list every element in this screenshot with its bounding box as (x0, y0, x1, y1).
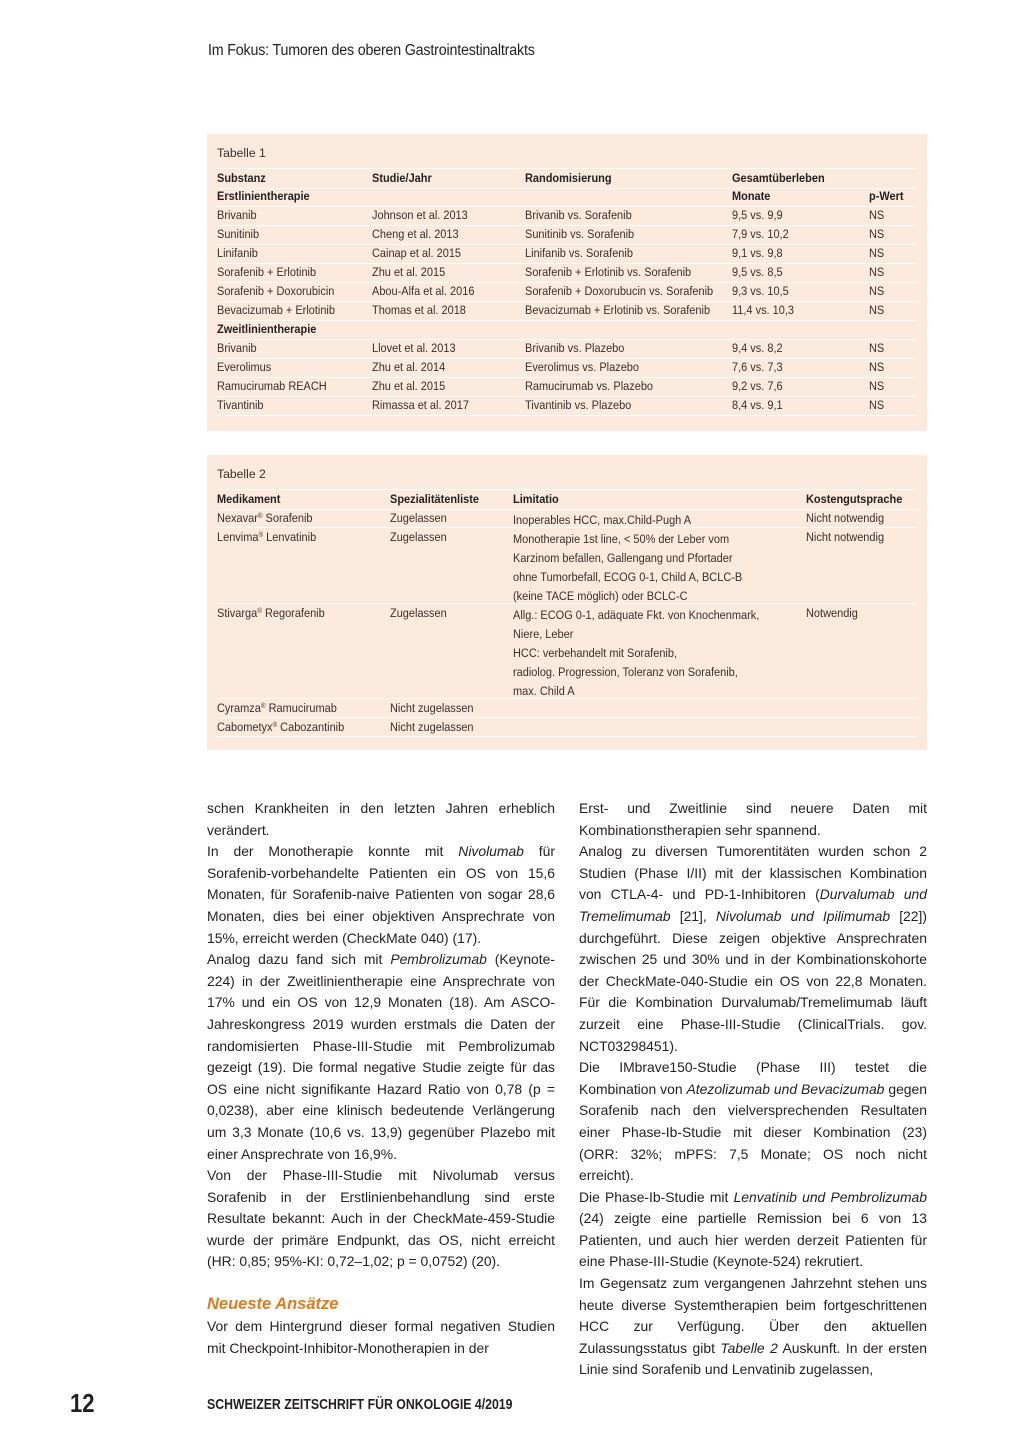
table-cell: 9,1 vs. 9,8 (732, 246, 783, 260)
table-cell: Rimassa et al. 2017 (372, 398, 469, 412)
table-cell: 7,6 vs. 7,3 (732, 360, 783, 374)
limitatio-line: max. Child A (513, 684, 575, 698)
table-cell: Bevacizumab + Erlotinib (217, 303, 335, 317)
table-cell: Cainap et al. 2015 (372, 246, 462, 260)
table-cell: NS (869, 284, 885, 298)
table-cell: Zhu et al. 2015 (372, 379, 446, 393)
table-row (217, 527, 917, 604)
table-row (217, 396, 917, 416)
table-cell: 7,9 vs. 10,2 (732, 227, 789, 241)
table-row (217, 717, 917, 737)
table-row (217, 508, 917, 528)
table-cell: Brivanib (217, 208, 257, 222)
drug-cell: Cabometyx® Cabozantinib (217, 720, 345, 734)
table-cell: Johnson et al. 2013 (372, 208, 468, 222)
drug-cell: Lenvima® Lenvatinib (217, 530, 317, 544)
table-caption: Tabelle 2 (217, 467, 266, 481)
table-row (217, 339, 917, 359)
table-cell: Brivanib (217, 341, 257, 355)
table-cell: NS (869, 360, 885, 374)
table-row (217, 244, 917, 264)
drug-name: Pembrolizumab (390, 951, 487, 968)
table-row (217, 206, 917, 226)
table-cell: Everolimus vs. Plazebo (525, 360, 640, 374)
limitatio-line: HCC: verbehandelt mit Sorafenib, (513, 646, 678, 660)
paragraph: Vor dem Hintergrund dieser formal negativen Studien mit Checkpoint-Inhibitor-Monotherapien in der (207, 1318, 555, 1356)
list-status-cell: Zugelassen (390, 606, 447, 620)
table-cell: Sorafenib + Erlotinib (217, 265, 317, 279)
table-cell: 8,4 vs. 9,1 (732, 398, 783, 412)
table-cell: NS (869, 246, 885, 260)
col-header-spezialitaetenliste: Spezialitätenliste (390, 492, 480, 506)
table-section-row (217, 320, 917, 340)
table-cell: NS (869, 208, 885, 222)
table-caption: Tabelle 1 (217, 146, 266, 160)
section-label-first-line: Erstlinientherapie (217, 189, 310, 203)
table-cell: Zhu et al. 2014 (372, 360, 446, 374)
col-header-monate: Monate (732, 189, 771, 203)
paragraph: Von der Phase-III-Studie mit Nivolumab versus Sorafenib in der Erstlinienbehandlung sind erste Resultate bekannt: Auch in der CheckMate-459-Studie wurde der primäre Endpunkt, das OS, nicht erreicht (HR: 0,85; 95%-KI: 0,72–1,02; p = 0,0752) (20). (207, 1167, 555, 1270)
table-cell: Zhu et al. 2015 (372, 265, 446, 279)
table-cell: 9,5 vs. 9,9 (732, 208, 783, 222)
table-header-row (217, 489, 917, 510)
limitatio-line: (keine TACE möglich) oder BCLC-C (513, 589, 688, 603)
cost-cell: Nicht notwendig (806, 530, 885, 544)
paragraph: Analog dazu fand sich mit Pembrolizumab (Keynote-224) in der Zweitlinientherapie eine Ansprechrate von 17% und ein OS von 12,9 Monaten (18). Am ASCO-Jahreskongress 2019 wurden erstmals die Daten der randomisierten Phase-III-Studie mit Pembrolizumab gezeigt (19). Die formal negative Studie zeigte für das OS eine nicht signifikante Hazard Ratio von 0,78 (p = 0,0238), aber eine klinisch bedeutende Verlängerung um 3,3 Monate (10,6 vs. 13,9) gegenüber Plazebo mit einer Ansprechrate von 16,9%. (207, 951, 555, 1162)
list-status-cell: Nicht zugelassen (390, 701, 474, 715)
section-heading: Neueste Ansätze (207, 1295, 339, 1314)
text-column-left (207, 798, 555, 1359)
limitatio-line: ohne Tumorbefall, ECOG 0-1, Child A, BCLC-B (513, 570, 743, 584)
table-cell: Sunitinib vs. Sorafenib (525, 227, 635, 241)
table-cell: Linifanib vs. Sorafenib (525, 246, 633, 260)
table-row (217, 698, 917, 718)
table-2 (207, 455, 927, 750)
paragraph: schen Krankheiten in den letzten Jahren erheblich verändert. (207, 800, 555, 838)
limitatio-line: Monotherapie 1st line, < 50% der Leber vom (513, 532, 730, 546)
col-header-studie: Studie/Jahr (372, 171, 432, 185)
limitatio-line: Karzinom befallen, Gallengang und Pfortader (513, 551, 733, 565)
col-header-p-wert: p-Wert (869, 189, 904, 203)
limitatio-line: Allg.: ECOG 0-1, adäquate Fkt. von Knochenmark, (513, 608, 760, 622)
table-cell: NS (869, 227, 885, 241)
paragraph: Erst- und Zweitlinie sind neuere Daten mit Kombinationstherapien sehr spannend. (579, 800, 927, 838)
paragraph: Die Phase-Ib-Studie mit Lenvatinib und Pembrolizumab (24) zeigte eine partielle Remission bei 6 von 13 Patienten, und auch hier werden derzeit Patienten für eine Phase-III-Studie (Keynote-524) rekrutiert. (579, 1188, 927, 1270)
text-column-right (579, 798, 927, 1381)
table-cell: Tivantinib (217, 398, 264, 412)
table-cell: Brivanib vs. Plazebo (525, 341, 625, 355)
table-row (217, 603, 917, 699)
table-cell: Bevacizumab + Erlotinib vs. Sorafenib (525, 303, 711, 317)
table-cell: Tivantinib vs. Plazebo (525, 398, 632, 412)
table-cell: NS (869, 379, 885, 393)
table-cell: NS (869, 265, 885, 279)
limitatio-line: radiolog. Progression, Toleranz von Sorafenib, (513, 665, 738, 679)
cost-cell: Nicht notwendig (806, 511, 885, 525)
drug-cell: Stivarga® Regorafenib (217, 606, 325, 620)
col-header-limitatio: Limitatio (513, 492, 559, 506)
table-row (217, 358, 917, 378)
col-header-kostengutsprache: Kostengutsprache (806, 492, 903, 506)
table-cell: Brivanib vs. Sorafenib (525, 208, 632, 222)
page-number: 12 (70, 1388, 95, 1418)
cost-cell: Notwendig (806, 606, 858, 620)
table-cell: 9,5 vs. 8,5 (732, 265, 783, 279)
paragraph: Analog zu diversen Tumorentitäten wurden schon 2 Studien (Phase I/II) mit der klassischen Kombination von CTLA-4- und PD-1-Inhibitoren (Durvalumab und Tremelimumab [21], Nivolumab und Ipilimumab [22]) durchgeführt. Diese zeigen objektive Ansprechraten zwischen 25 und 30% und in der Kombinationskohorte der CheckMate-040-Studie ein OS von 22,8 Monaten. Für die Kombination Durvalumab/Tremelimumab läuft zurzeit eine Phase-III-Studie (ClinicalTrials. gov. NCT03298451). (579, 843, 928, 1054)
paragraph: Die IMbrave150-Studie (Phase III) testet die Kombination von Atezolizumab und Bevacizumab gegen Sorafenib nach den vielversprechenden Resultaten einer Phase-Ib-Studie mit dieser Kombination (23) (ORR: 32%; mPFS: 7,5 Monate; OS noch nicht erreicht). (579, 1059, 927, 1184)
table-cell: Abou-Alfa et al. 2016 (372, 284, 475, 298)
table-cell: Sorafenib + Doxorubucin vs. Sorafenib (525, 284, 714, 298)
table-1 (207, 134, 927, 431)
col-header-randomisierung: Randomisierung (525, 171, 612, 185)
table-cell: 9,4 vs. 8,2 (732, 341, 783, 355)
limitatio-line: Inoperables HCC, max.Child-Pugh A (513, 513, 692, 527)
table-row (217, 301, 917, 321)
table-cell: Sorafenib + Erlotinib vs. Sorafenib (525, 265, 692, 279)
table-cell: Thomas et al. 2018 (372, 303, 466, 317)
list-status-cell: Nicht zugelassen (390, 720, 474, 734)
limitatio-line: Niere, Leber (513, 627, 574, 641)
section-label-second-line: Zweitlinientherapie (217, 322, 317, 336)
table-cell: Llovet et al. 2013 (372, 341, 456, 355)
table-row (217, 282, 917, 302)
table-cell: NS (869, 398, 885, 412)
drug-name: Nivolumab (458, 843, 524, 860)
table-cell: 11,4 vs. 10,3 (732, 303, 795, 317)
table-cell: Sunitinib (217, 227, 260, 241)
table-header-row (217, 168, 917, 189)
paragraph: Im Gegensatz zum vergangenen Jahrzehnt stehen uns heute diverse Systemtherapien beim fortgeschrittenen HCC zur Verfügung. Über den aktuellen Zulassungsstatus gibt Tabelle 2 Auskunft. In der ersten Linie sind Sorafenib und Lenvatinib zugelassen, (579, 1275, 927, 1378)
table-cell: Ramucirumab REACH (217, 379, 327, 393)
running-header: Im Fokus: Tumoren des oberen Gastrointestinaltrakts (208, 42, 535, 59)
table-subheader-row (217, 187, 917, 207)
drug-cell: Nexavar® Sorafenib (217, 511, 313, 525)
col-header-medikament: Medikament (217, 492, 281, 506)
table-cell: 9,2 vs. 7,6 (732, 379, 783, 393)
table-cell: Ramucirumab vs. Plazebo (525, 379, 654, 393)
list-status-cell: Zugelassen (390, 530, 447, 544)
table-row (217, 263, 917, 283)
paragraph: In der Monotherapie konnte mit Nivolumab für Sorafenib-vorbehandelte Patienten ein OS von 15,6 Monaten, für Sorafenib-naive Patienten von sogar 28,6 Monaten, dies bei einer objektiven Ansprechrate von 15%, erreicht werden (CheckMate 040) (17). (207, 843, 556, 946)
table-row (217, 377, 917, 397)
table-cell: Cheng et al. 2013 (372, 227, 459, 241)
limitatio-cell (513, 530, 742, 606)
table-cell: NS (869, 341, 885, 355)
table-cell: 9,3 vs. 10,5 (732, 284, 789, 298)
journal-footer: SCHWEIZER ZEITSCHRIFT FÜR ONKOLOGIE 4/2019 (207, 1396, 513, 1413)
limitatio-cell (513, 606, 759, 701)
table-cell: Sorafenib + Doxorubicin (217, 284, 335, 298)
col-header-substanz: Substanz (217, 171, 266, 185)
col-header-gesamtueberleben: Gesamtüberleben (732, 171, 825, 185)
table-row (217, 225, 917, 245)
drug-cell: Cyramza® Ramucirumab (217, 701, 337, 715)
table-cell: Linifanib (217, 246, 258, 260)
list-status-cell: Zugelassen (390, 511, 447, 525)
table-cell: NS (869, 303, 885, 317)
table-cell: Everolimus (217, 360, 272, 374)
